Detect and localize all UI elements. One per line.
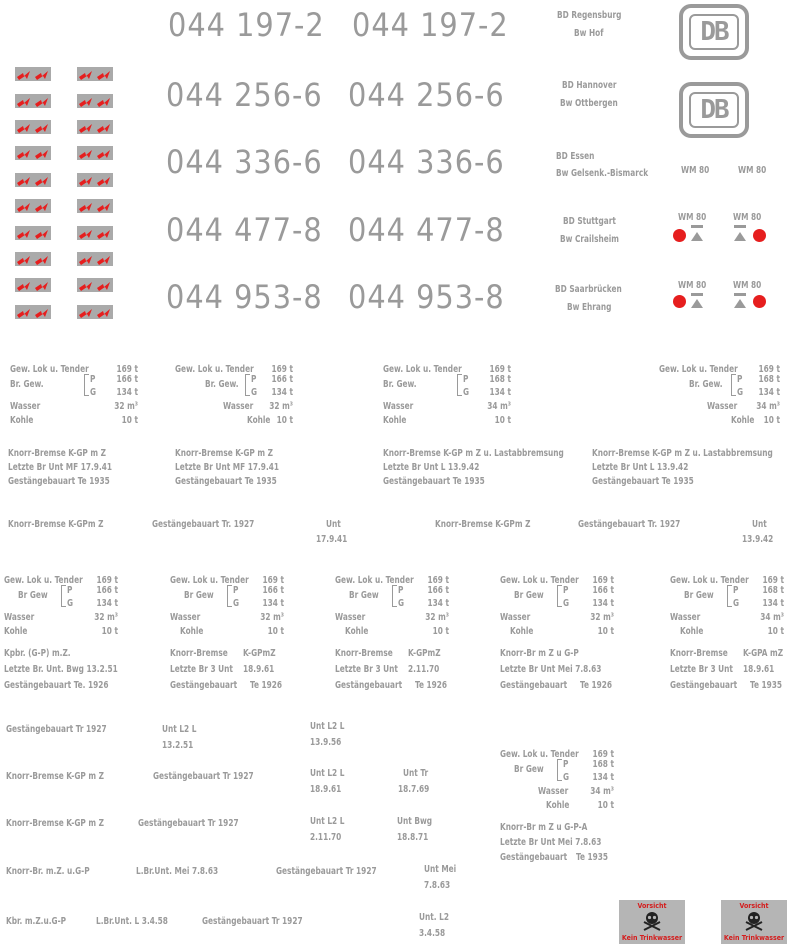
unt-label: Unt (752, 519, 767, 530)
unt-date: 18.7.69 (398, 784, 430, 795)
wm80-label: WM 80 (733, 212, 762, 223)
db-logo-text: DB (689, 14, 739, 50)
no-drinking-water-sign (721, 900, 787, 944)
triangle-icon (734, 299, 746, 308)
brake-p-value: 168 t (592, 759, 614, 770)
lightning-warning-icon (15, 305, 33, 319)
sign-title: Vorsicht (739, 902, 769, 910)
unt-date: 18.8.71 (397, 832, 429, 843)
loco-number: 044 197-2 (168, 6, 325, 44)
gross-weight-label: Gew. Lok u. Tender (670, 575, 749, 586)
gross-weight-label: Gew. Lok u. Tender (170, 575, 249, 586)
depot-bd: BD Saarbrücken (555, 284, 622, 295)
wm80-bar (734, 293, 746, 296)
brake-g-label: G (90, 387, 97, 398)
brake-text: Knorr-Bremse K-GP m Z (175, 448, 274, 459)
depot-bw: Bw Hof (574, 28, 604, 39)
brake-g-value: 134 t (489, 387, 511, 398)
brake-p-value: 168 t (489, 374, 511, 385)
last-brake-inspection-value: 18.9.61 (743, 664, 775, 675)
red-dot-icon (753, 295, 766, 308)
gross-weight-label: Gew. Lok u. Tender (659, 364, 738, 375)
coal-value: 10 t (432, 626, 449, 637)
lightning-warning-icon (33, 67, 51, 81)
depot-bw: Bw Ottbergen (560, 98, 618, 109)
rod-text: Gestängebauart Tr 1927 (202, 916, 303, 927)
brake-p-label: P (737, 374, 743, 385)
water-label: Wasser (223, 401, 254, 412)
brake-p-label: P (90, 374, 96, 385)
brake-weight-label: Br Gew (684, 590, 714, 601)
brake-g-value: 134 t (96, 598, 118, 609)
brake-p-label: P (563, 585, 569, 596)
gross-weight-value: 169 t (489, 364, 511, 375)
unt-date: 13.9.42 (742, 534, 774, 545)
coal-value: 10 t (101, 626, 118, 637)
water-label: Wasser (707, 401, 738, 412)
lightning-warning-icon (77, 120, 95, 134)
brake-text: Knorr-Bremse K-GP m Z (6, 771, 105, 782)
water-label: Wasser (383, 401, 414, 412)
brake-text: Gestängebauart Te 1935 (175, 476, 277, 487)
loco-number: 044 256-6 (348, 76, 505, 114)
coal-label: Kohle (510, 626, 534, 637)
brake-g-value: 134 t (592, 772, 614, 783)
unt-label: Unt L2 L (310, 816, 345, 827)
unt-date: 17.9.41 (316, 534, 348, 545)
brake-g-value: 134 t (271, 387, 293, 398)
db-logo-text: DB (689, 92, 739, 128)
brake-g-value: 134 t (762, 598, 784, 609)
lightning-warning-icon (15, 199, 33, 213)
brake-g-label: G (233, 598, 240, 609)
water-label: Wasser (10, 401, 41, 412)
lightning-warning-icon (95, 94, 113, 108)
brake-text: Letzte Br Unt L 13.9.42 (383, 462, 480, 473)
water-value: 32 m³ (114, 401, 138, 412)
depot-bd: BD Regensburg (557, 10, 622, 21)
lightning-warning-icon (95, 199, 113, 213)
brake-weight-label: Br Gew (514, 764, 544, 775)
loco-number: 044 953-8 (166, 278, 323, 316)
brake-text: Knorr-Bremse K-GP m Z (6, 818, 105, 829)
water-value: 34 m³ (487, 401, 511, 412)
rod-type-value: Te 1926 (580, 680, 613, 691)
last-brake-inspection: Letzte Br 3 Unt (335, 664, 398, 675)
sign-subtitle: Kein Trinkwasser (621, 934, 683, 942)
wm80-label: WM 80 (733, 280, 762, 291)
lightning-warning-icon (77, 305, 95, 319)
brake-text: Knorr-Bremse K-GP m Z (8, 448, 107, 459)
lightning-warning-icon (33, 94, 51, 108)
brake-g-label: G (251, 387, 258, 398)
gross-weight-value: 169 t (262, 575, 284, 586)
last-brake-inspection-value: 18.9.61 (243, 664, 275, 675)
depot-bd: BD Stuttgart (563, 216, 616, 227)
lightning-warning-icon (77, 173, 95, 187)
lightning-warning-icon (15, 146, 33, 160)
unt-label: Unt. L2 (419, 912, 449, 923)
brake-text: Gestängebauart Te 1935 (592, 476, 694, 487)
lightning-warning-icon (33, 173, 51, 187)
wm80-bar (691, 293, 703, 296)
brake-text: Knorr-Bremse K-GPm Z (8, 519, 104, 530)
brake-p-value: 166 t (262, 585, 284, 596)
brake-p-label: P (67, 585, 73, 596)
lightning-warning-icon (95, 278, 113, 292)
brake-g-value: 134 t (262, 598, 284, 609)
no-drinking-water-sign (619, 900, 685, 944)
rod-type: Gestängebauart (170, 680, 238, 691)
water-label: Wasser (4, 612, 35, 623)
lightning-warning-icon (77, 199, 95, 213)
wm80-label: WM 80 (681, 165, 710, 176)
lightning-warning-icon (15, 120, 33, 134)
loco-number: 044 477-8 (166, 211, 323, 249)
unt-label: Unt (326, 519, 341, 530)
unt-date: 18.9.61 (310, 784, 342, 795)
unt-label: Unt Mei (424, 864, 457, 875)
brake-g-label: G (398, 598, 405, 609)
lightning-warning-icon (15, 94, 33, 108)
gross-weight-value: 169 t (758, 364, 780, 375)
coal-label: Kohle (731, 415, 755, 426)
brake-p-label: P (398, 585, 404, 596)
loco-number: 044 336-6 (166, 143, 323, 181)
loco-number: 044 197-2 (352, 6, 509, 44)
wm80-label: WM 80 (678, 212, 707, 223)
lightning-warning-icon (77, 252, 95, 266)
brake-text: Letzte Br Unt L 13.9.42 (592, 462, 689, 473)
last-brake-inspection: Letzte Br 3 Unt (670, 664, 733, 675)
water-value: 32 m³ (425, 612, 449, 623)
brake-p-label: P (251, 374, 257, 385)
coal-value: 10 t (494, 415, 511, 426)
brake-p-value: 166 t (96, 585, 118, 596)
last-brake-inspection: Letzte Br Unt Mei 7.8.63 (500, 837, 602, 848)
last-brake-inspection: Letzte Br. Unt. Bwg 13.2.51 (4, 664, 118, 675)
brake-weight-label: Br Gew (18, 590, 48, 601)
water-value: 32 m³ (94, 612, 118, 623)
lightning-warning-icon (77, 146, 95, 160)
brake-g-value: 134 t (592, 598, 614, 609)
lightning-warning-icon (77, 94, 95, 108)
brake-p-value: 166 t (592, 585, 614, 596)
brake-weight-label: Br. Gew. (205, 379, 239, 390)
water-label: Wasser (500, 612, 531, 623)
lightning-warning-icon (33, 120, 51, 134)
brake-p-value: 168 t (758, 374, 780, 385)
red-dot-icon (673, 229, 686, 242)
brake-type: Knorr-Br m Z u G-P (500, 648, 579, 659)
rod-text: Gestängebauart Tr 1927 (153, 771, 254, 782)
brake-weight-label: Br. Gew. (10, 379, 44, 390)
water-value: 32 m³ (269, 401, 293, 412)
gross-weight-value: 169 t (592, 749, 614, 760)
lightning-warning-icon (15, 278, 33, 292)
gross-weight-label: Gew. Lok u. Tender (383, 364, 462, 375)
coal-value: 10 t (276, 415, 293, 426)
water-label: Wasser (170, 612, 201, 623)
wm80-label: WM 80 (738, 165, 767, 176)
rod-type-value: Te 1935 (576, 852, 609, 863)
unt-date: 2.11.70 (310, 832, 342, 843)
brake-text: L.Br.Unt. L 3.4.58 (96, 916, 168, 927)
rod-text: Gestängebauart Tr 1927 (138, 818, 239, 829)
gross-weight-label: Gew. Lok u. Tender (335, 575, 414, 586)
last-brake-inspection: Letzte Br 3 Unt (170, 664, 233, 675)
depot-bd: BD Hannover (562, 80, 617, 91)
gross-weight-label: Gew. Lok u. Tender (175, 364, 254, 375)
wm80-bar (691, 225, 703, 228)
rod-text: Gestängebauart Tr. 1927 (152, 519, 255, 530)
brake-g-value: 134 t (116, 387, 138, 398)
coal-label: Kohle (680, 626, 704, 637)
coal-value: 10 t (121, 415, 138, 426)
gross-weight-label: Gew. Lok u. Tender (10, 364, 89, 375)
coal-label: Kohle (4, 626, 28, 637)
brake-p-value: 168 t (762, 585, 784, 596)
unt-label: Unt L2 L (310, 768, 345, 779)
coal-label: Kohle (546, 800, 570, 811)
gross-weight-label: Gew. Lok u. Tender (500, 749, 579, 760)
depot-bw: Bw Crailsheim (560, 234, 619, 245)
water-label: Wasser (335, 612, 366, 623)
brake-text: L.Br.Unt. Mei 7.8.63 (136, 866, 219, 877)
brake-g-value: 134 t (758, 387, 780, 398)
brake-p-label: P (233, 585, 239, 596)
brake-g-label: G (737, 387, 744, 398)
rod-type-value: Te 1935 (750, 680, 783, 691)
rod-type-value: Te 1926 (415, 680, 448, 691)
db-logo (679, 82, 749, 138)
unt-date: 13.9.56 (310, 737, 342, 748)
lightning-warning-icon (95, 305, 113, 319)
brake-p-value: 166 t (116, 374, 138, 385)
lightning-warning-icon (95, 120, 113, 134)
loco-number: 044 336-6 (348, 143, 505, 181)
coal-label: Kohle (10, 415, 34, 426)
coal-label: Kohle (383, 415, 407, 426)
coal-label: Kohle (345, 626, 369, 637)
brake-p-label: P (733, 585, 739, 596)
brake-type: Knorr-Bremse (170, 648, 228, 659)
brake-weight-label: Br Gew (514, 590, 544, 601)
red-dot-icon (673, 295, 686, 308)
sign-subtitle: Kein Trinkwasser (723, 934, 785, 942)
coal-value: 10 t (767, 626, 784, 637)
unt-label: Unt L2 L (162, 724, 197, 735)
water-value: 32 m³ (260, 612, 284, 623)
rod-type: Gestängebauart (335, 680, 403, 691)
unt-label: Unt Bwg (397, 816, 433, 827)
lightning-warning-icon (33, 252, 51, 266)
brake-g-value: 134 t (427, 598, 449, 609)
brake-p-label: P (463, 374, 469, 385)
coal-label: Kohle (247, 415, 271, 426)
gross-weight-value: 169 t (427, 575, 449, 586)
triangle-icon (734, 232, 746, 241)
lightning-warning-icon (95, 173, 113, 187)
gross-weight-value: 169 t (96, 575, 118, 586)
rod-text: Gestängebauart Tr 1927 (6, 724, 107, 735)
brake-text: Kbr. m.Z.u.G-P (6, 916, 67, 927)
loco-number: 044 953-8 (348, 278, 505, 316)
brake-type-value: K-GPmZ (408, 648, 441, 659)
lightning-warning-icon (33, 199, 51, 213)
brake-type: Knorr-Bremse (335, 648, 393, 659)
brake-text: Knorr-Br. m.Z. u.G-P (6, 866, 90, 877)
unt-date: 13.2.51 (162, 740, 194, 751)
gross-weight-value: 169 t (271, 364, 293, 375)
water-label: Wasser (670, 612, 701, 623)
brake-weight-label: Br. Gew. (689, 379, 723, 390)
coal-value: 10 t (267, 626, 284, 637)
water-value: 32 m³ (590, 612, 614, 623)
lightning-warning-icon (15, 173, 33, 187)
rod-type: Gestängebauart (670, 680, 738, 691)
triangle-icon (691, 232, 703, 241)
depot-bd: BD Essen (556, 151, 595, 162)
wm80-bar (734, 225, 746, 228)
rod-type: Gestängebauart Te. 1926 (4, 680, 109, 691)
brake-type: Knorr-Bremse (670, 648, 728, 659)
rod-text: Gestängebauart Tr 1927 (276, 866, 377, 877)
brake-p-label: P (563, 759, 569, 770)
gross-weight-label: Gew. Lok u. Tender (4, 575, 83, 586)
lightning-warning-icon (33, 146, 51, 160)
wm80-label: WM 80 (678, 280, 707, 291)
lightning-warning-icon (33, 226, 51, 240)
brake-weight-label: Br Gew (184, 590, 214, 601)
lightning-warning-icon (33, 278, 51, 292)
water-value: 34 m³ (756, 401, 780, 412)
depot-bw: Bw Gelsenk.-Bismarck (556, 168, 649, 179)
brake-weight-label: Br. Gew. (383, 379, 417, 390)
brake-text: Knorr-Bremse K-GP m Z u. Lastabbremsung (383, 448, 564, 459)
water-label: Wasser (538, 786, 569, 797)
unt-label: Unt Tr (403, 768, 429, 779)
gross-weight-value: 169 t (762, 575, 784, 586)
last-brake-inspection: Letzte Br Unt Mei 7.8.63 (500, 664, 602, 675)
coal-value: 10 t (597, 800, 614, 811)
water-value: 34 m³ (760, 612, 784, 623)
unt-date: 7.8.63 (424, 880, 451, 891)
gross-weight-value: 169 t (116, 364, 138, 375)
last-brake-inspection-value: 2.11.70 (408, 664, 440, 675)
brake-type-value: K-GPmZ (243, 648, 276, 659)
triangle-icon (691, 299, 703, 308)
lightning-warning-icon (95, 226, 113, 240)
brake-g-label: G (563, 598, 570, 609)
brake-type: Knorr-Br m Z u G-P-A (500, 822, 588, 833)
rod-type: Gestängebauart (500, 680, 568, 691)
lightning-warning-icon (77, 278, 95, 292)
lightning-warning-icon (15, 67, 33, 81)
brake-g-label: G (563, 772, 570, 783)
brake-g-label: G (733, 598, 740, 609)
brake-text: Letzte Br Unt MF 17.9.41 (8, 462, 113, 473)
skull-crossbones-icon (643, 911, 661, 931)
brake-text: Knorr-Bremse K-GP m Z u. Lastabbremsung (592, 448, 773, 459)
gross-weight-label: Gew. Lok u. Tender (500, 575, 579, 586)
coal-value: 10 t (763, 415, 780, 426)
lightning-warning-icon (15, 226, 33, 240)
lightning-warning-icon (33, 305, 51, 319)
unt-label: Unt L2 L (310, 721, 345, 732)
rod-type-value: Te 1926 (250, 680, 283, 691)
coal-label: Kohle (180, 626, 204, 637)
brake-p-value: 166 t (271, 374, 293, 385)
unt-date: 3.4.58 (419, 928, 446, 939)
brake-g-label: G (67, 598, 74, 609)
lightning-warning-icon (95, 67, 113, 81)
coal-value: 10 t (597, 626, 614, 637)
brake-type-value: K-GPA mZ (743, 648, 784, 659)
loco-number: 044 256-6 (166, 76, 323, 114)
lightning-warning-icon (95, 146, 113, 160)
brake-type: Kpbr. (G-P) m.Z. (4, 648, 71, 659)
lightning-warning-icon (77, 226, 95, 240)
brake-text: Knorr-Bremse K-GPm Z (435, 519, 531, 530)
water-value: 34 m³ (590, 786, 614, 797)
lightning-warning-icon (95, 252, 113, 266)
brake-weight-label: Br Gew (349, 590, 379, 601)
brake-text: Gestängebauart Te 1935 (8, 476, 110, 487)
loco-number: 044 477-8 (348, 211, 505, 249)
db-logo (679, 4, 749, 60)
brake-text: Gestängebauart Te 1935 (383, 476, 485, 487)
rod-type: Gestängebauart (500, 852, 568, 863)
brake-text: Letzte Br Unt MF 17.9.41 (175, 462, 280, 473)
skull-crossbones-icon (745, 911, 763, 931)
lightning-warning-icon (77, 67, 95, 81)
rod-text: Gestängebauart Tr. 1927 (578, 519, 681, 530)
brake-g-label: G (463, 387, 470, 398)
sign-title: Vorsicht (637, 902, 667, 910)
lightning-warning-icon (15, 252, 33, 266)
brake-p-value: 166 t (427, 585, 449, 596)
gross-weight-value: 169 t (592, 575, 614, 586)
red-dot-icon (753, 229, 766, 242)
depot-bw: Bw Ehrang (567, 302, 612, 313)
